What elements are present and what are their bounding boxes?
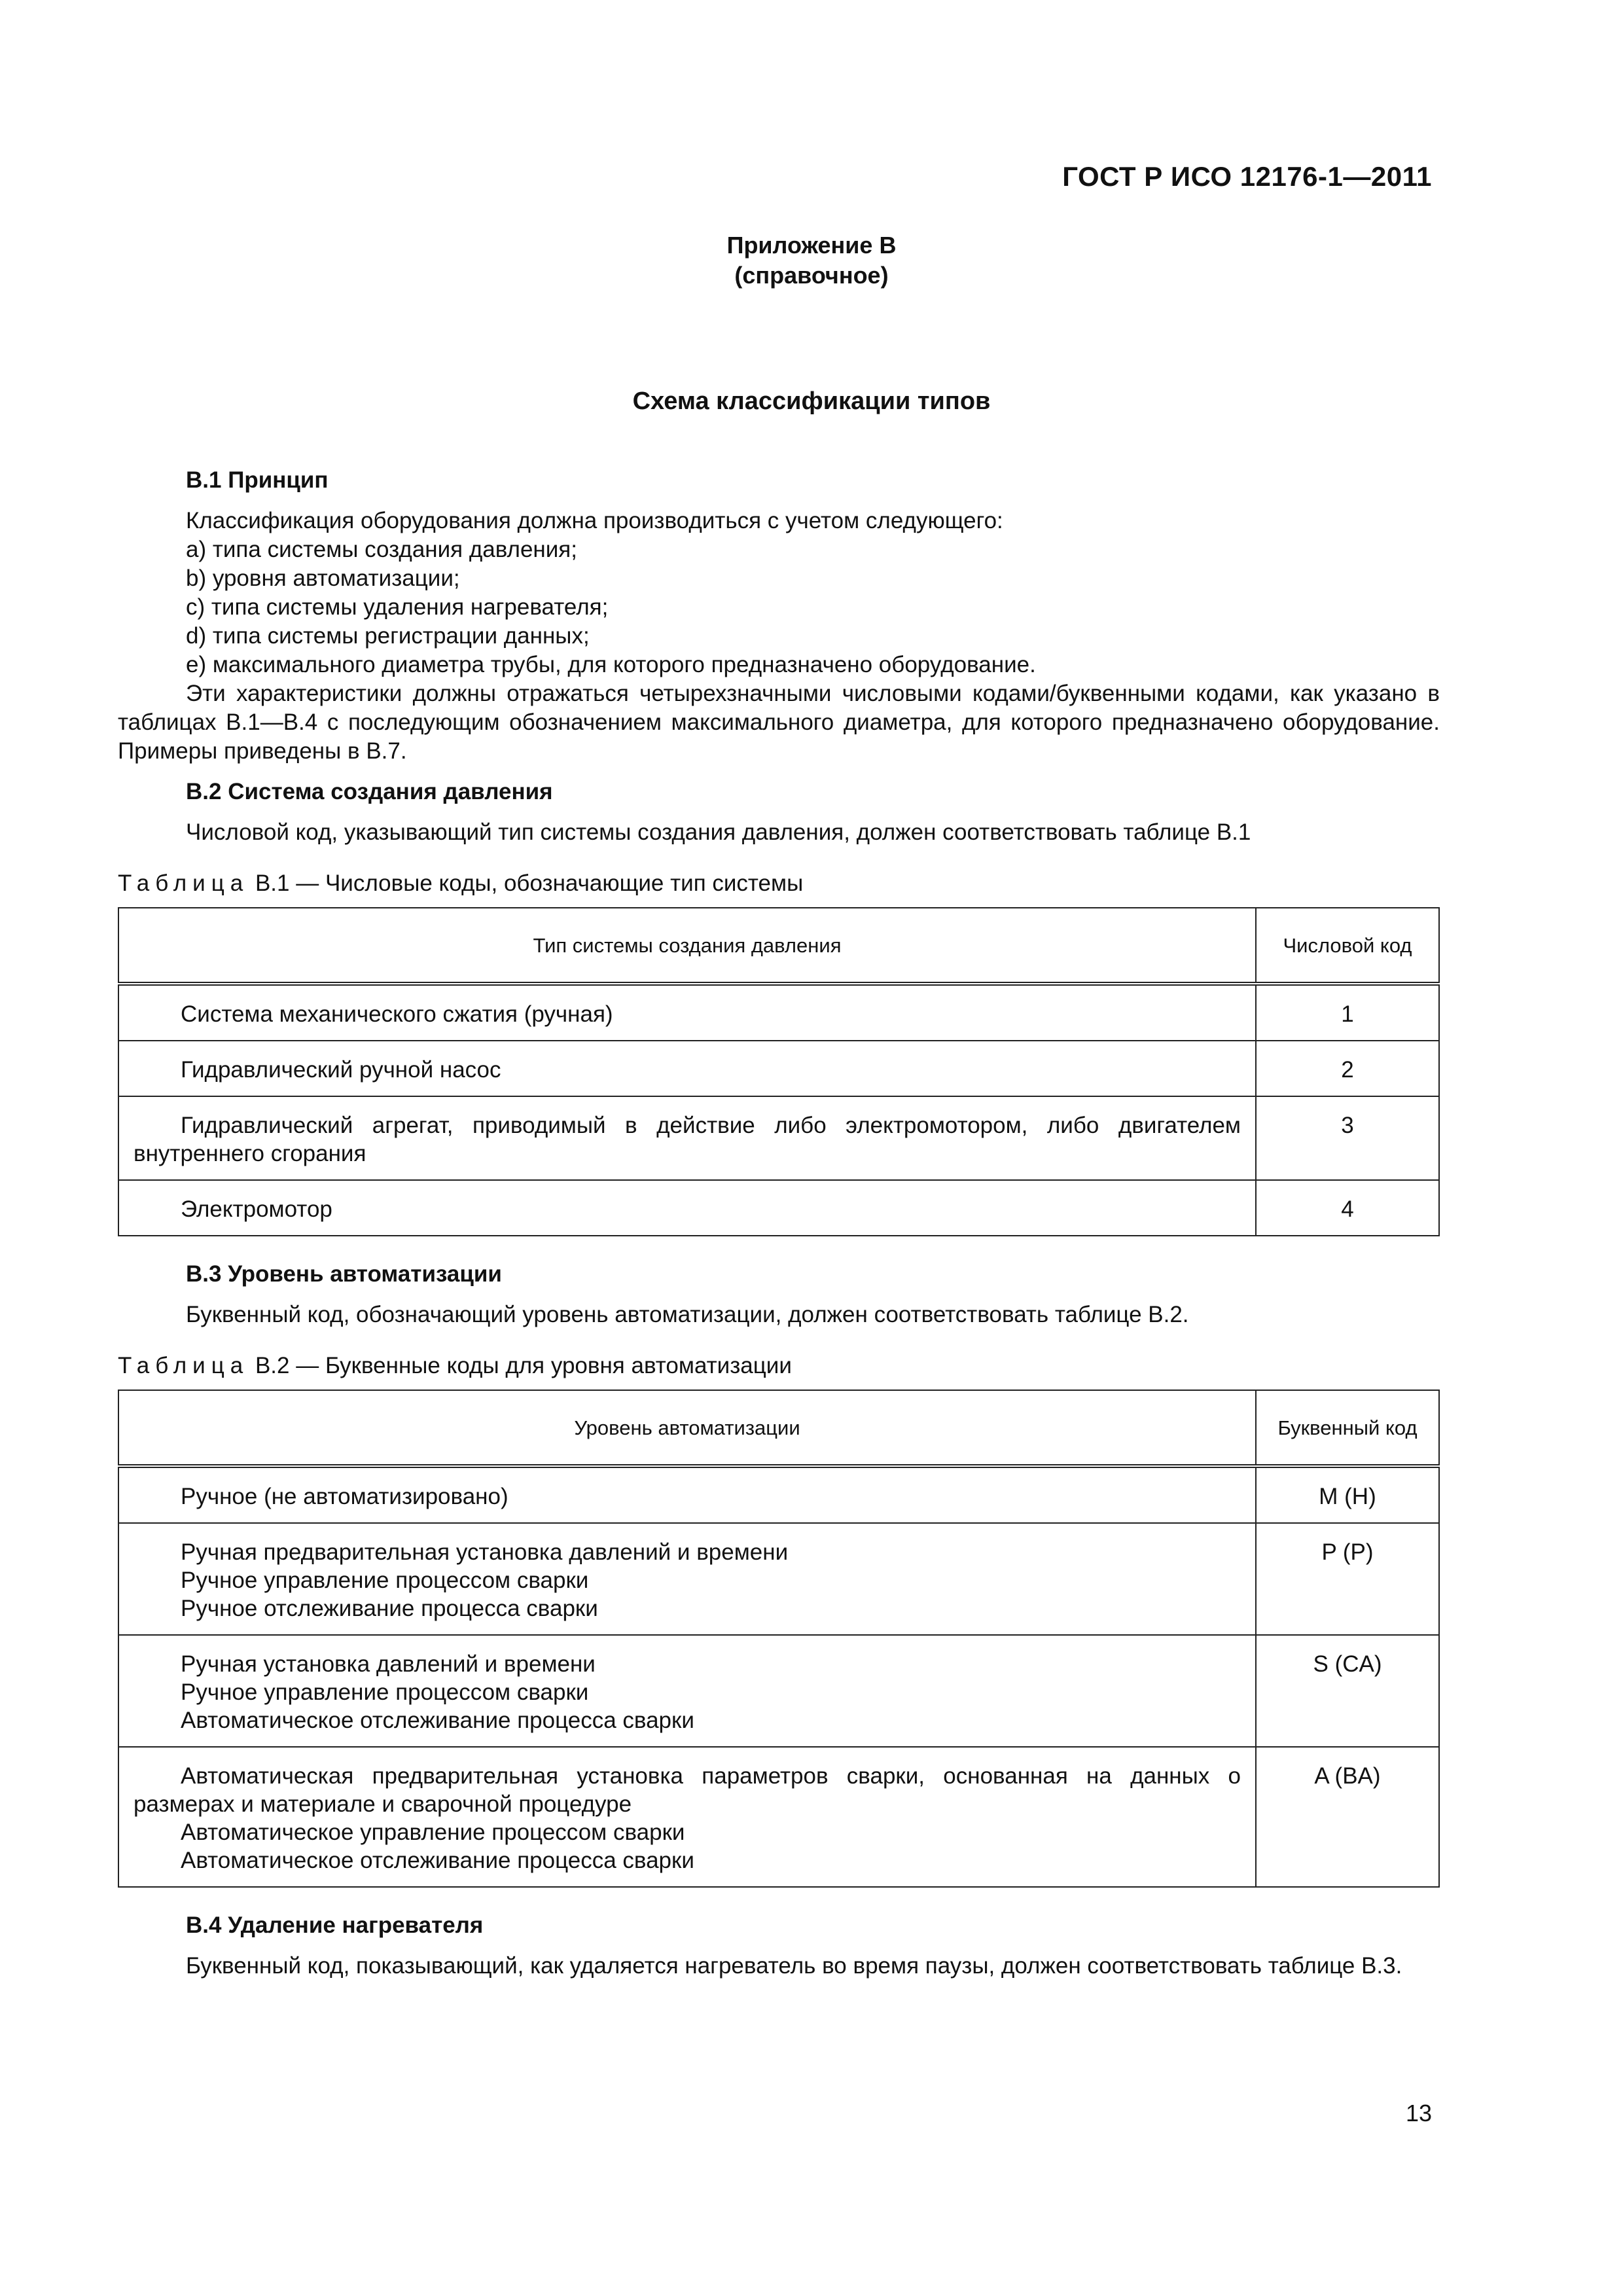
column-header: Буквенный код <box>1256 1390 1439 1466</box>
classification-list <box>118 535 1440 679</box>
row-code: M (H) <box>1256 1466 1439 1523</box>
list-item: a) типа системы создания давления; <box>186 537 577 562</box>
page-number: 13 <box>1405 2100 1432 2126</box>
annex-type: (справочное) <box>734 262 889 289</box>
row-code: A (BA) <box>1256 1747 1439 1887</box>
column-header: Уровень автоматизации <box>118 1390 1256 1466</box>
section-b2-heading: В.2 Система создания давления <box>186 779 553 804</box>
column-header: Числовой код <box>1256 908 1439 984</box>
annex-title: Приложение В <box>726 232 897 259</box>
section-b2-text: Числовой код, указывающий тип системы создания давления, должен соответствовать таблице В.1 <box>186 819 1251 845</box>
row-code: S (CA) <box>1256 1635 1439 1747</box>
row-description: Автоматическая предварительная установка параметров сварки, основанная на данных о размерах и материале и сварочной процедуре Автоматическое управление процессом сварки Автоматическое отслеживание процесса сварки <box>118 1747 1256 1887</box>
list-item: d) типа системы регистрации данных; <box>186 623 590 649</box>
list-item: e) максимального диаметра трубы, для которого предназначено оборудование. <box>186 652 1036 677</box>
row-code: 1 <box>1256 984 1439 1041</box>
table-row <box>118 1096 1439 1180</box>
table-b1 <box>118 907 1440 1236</box>
document-body <box>118 466 1440 1981</box>
table-row <box>118 1041 1439 1096</box>
row-description: Ручная установка давлений и времени Ручное управление процессом сварки Автоматическое отслеживание процесса сварки <box>118 1635 1256 1747</box>
section-b1-heading: В.1 Принцип <box>186 467 329 493</box>
row-description: Ручная предварительная установка давлений и времени Ручное управление процессом сварки Ручное отслеживание процесса сварки <box>118 1523 1256 1635</box>
table-label: Таблица <box>118 870 249 896</box>
table-caption-text: В.2 — Буквенные коды для уровня автоматизации <box>249 1353 792 1378</box>
section-b4-text: Буквенный код, показывающий, как удаляется нагреватель во время паузы, должен соответствовать таблице В.3. <box>186 1953 1402 1979</box>
table-header-row <box>118 908 1439 984</box>
row-code: 2 <box>1256 1041 1439 1096</box>
list-item: b) уровня автоматизации; <box>186 565 460 591</box>
row-description: Электромотор <box>118 1180 1256 1236</box>
table-row <box>118 1466 1439 1523</box>
table-caption-text: В.1 — Числовые коды, обозначающие тип системы <box>249 870 804 896</box>
table-row <box>118 1635 1439 1747</box>
table-row <box>118 1180 1439 1236</box>
table-label: Таблица <box>118 1353 249 1378</box>
row-code: 3 <box>1256 1096 1439 1180</box>
row-description: Гидравлический ручной насос <box>118 1041 1256 1096</box>
row-description: Ручное (не автоматизировано) <box>118 1466 1256 1523</box>
row-description: Система механического сжатия (ручная) <box>118 984 1256 1041</box>
section-b4-heading: В.4 Удаление нагревателя <box>186 1912 484 1938</box>
table-row <box>118 984 1439 1041</box>
annex-main-title: Схема классификации типов <box>632 387 991 415</box>
section-b3-heading: В.3 Уровень автоматизации <box>186 1261 502 1287</box>
table-row <box>118 1747 1439 1887</box>
annex-heading <box>0 230 1623 291</box>
column-header: Тип системы создания давления <box>118 908 1256 984</box>
table-row <box>118 1523 1439 1635</box>
list-item: c) типа системы удаления нагревателя; <box>186 594 609 620</box>
row-description: Гидравлический агрегат, приводимый в действие либо электромотором, либо двигателем внутреннего сгорания <box>118 1096 1256 1180</box>
table-b1-caption <box>118 869 1440 898</box>
table-header-row <box>118 1390 1439 1466</box>
table-b2-caption <box>118 1352 1440 1380</box>
section-b3-text: Буквенный код, обозначающий уровень автоматизации, должен соответствовать таблице В.2. <box>186 1302 1189 1327</box>
section-b1-intro: Классификация оборудования должна производиться с учетом следующего: <box>186 508 1003 533</box>
section-b1-paragraph: Эти характеристики должны отражаться четырехзначными числовыми кодами/буквенными кодами, как указано в таблицах В.1—В.4 с последующим обозначением максимального диаметра, для которого предназначено оборудование. Примеры приведены в В.7. <box>118 681 1440 764</box>
table-b2 <box>118 1390 1440 1888</box>
row-code: 4 <box>1256 1180 1439 1236</box>
row-code: P (P) <box>1256 1523 1439 1635</box>
document-code: ГОСТ Р ИСО 12176-1—2011 <box>1062 161 1432 192</box>
